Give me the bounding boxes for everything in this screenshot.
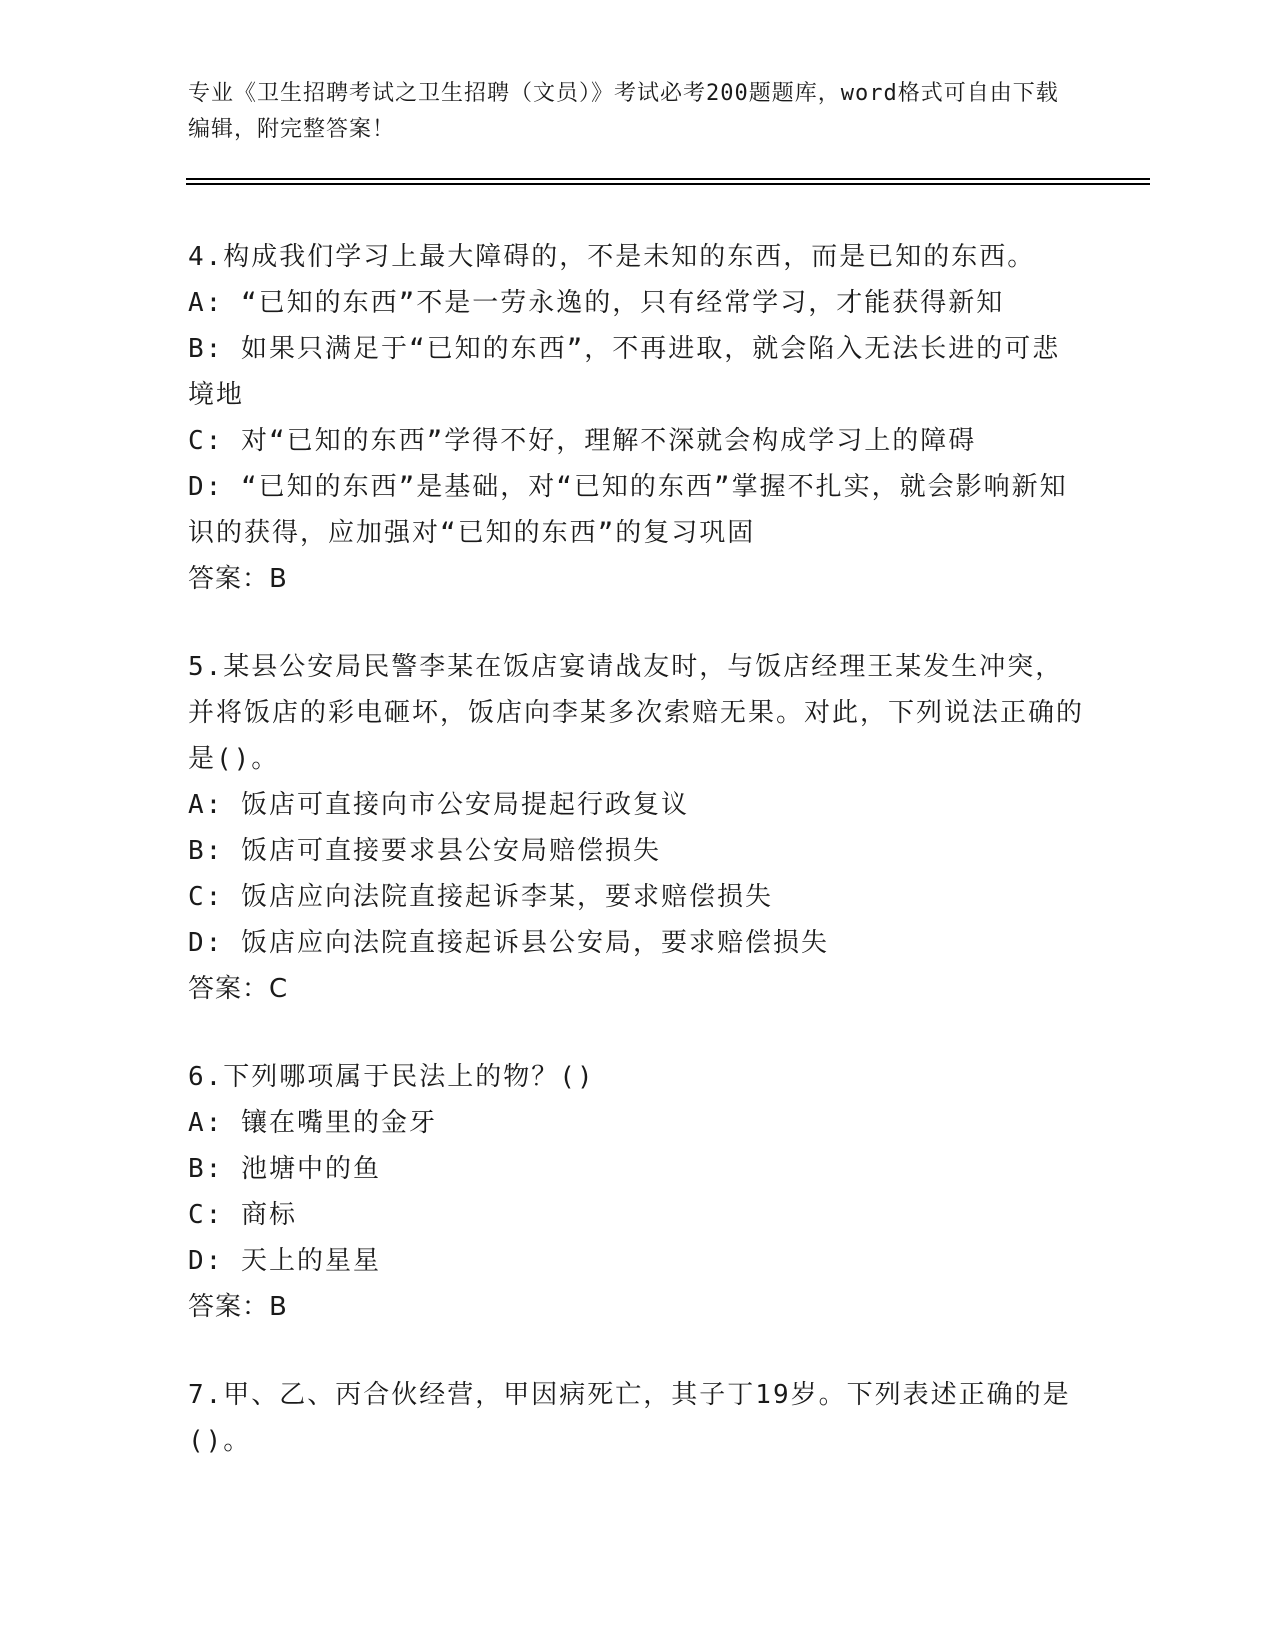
document-header [188, 76, 1078, 148]
option-d: D: 饭店应向法院直接起诉县公安局，要求赔偿损失 [188, 928, 829, 958]
question-5 [188, 644, 1088, 1012]
answer-line: 答案：B [188, 564, 288, 594]
header-divider-bottom [186, 183, 1150, 185]
option-d: D: 天上的星星 [188, 1246, 381, 1276]
option-a: A: 饭店可直接向市公安局提起行政复议 [188, 790, 689, 820]
option-c: C: 商标 [188, 1200, 297, 1230]
option-c: C: 饭店应向法院直接起诉李某，要求赔偿损失 [188, 882, 773, 912]
option-b: B: 如果只满足于“已知的东西”，不再进取，就会陷入无法长进的可悲境地 [188, 334, 1061, 410]
question-6 [188, 1054, 1088, 1330]
option-c: C: 对“已知的东西”学得不好，理解不深就会构成学习上的障碍 [188, 426, 977, 456]
answer-line: 答案：B [188, 1292, 288, 1322]
question-stem: 7.甲、乙、丙合伙经营，甲因病死亡，其子丁19岁。下列表述正确的是()。 [188, 1380, 1071, 1456]
option-a: A: “已知的东西”不是一劳永逸的，只有经常学习，才能获得新知 [188, 288, 1005, 318]
option-a: A: 镶在嘴里的金牙 [188, 1108, 437, 1138]
question-7 [188, 1372, 1088, 1464]
question-list [188, 234, 1088, 1506]
question-stem: 6.下列哪项属于民法上的物？() [188, 1062, 595, 1092]
header-divider-top [186, 178, 1150, 180]
option-d: D: “已知的东西”是基础，对“已知的东西”掌握不扎实，就会影响新知识的获得，应加强对“已知的东西”的复习巩固 [188, 472, 1068, 548]
question-4 [188, 234, 1088, 602]
answer-line: 答案：C [188, 974, 289, 1004]
option-b: B: 饭店可直接要求县公安局赔偿损失 [188, 836, 661, 866]
option-b: B: 池塘中的鱼 [188, 1154, 381, 1184]
question-stem: 4.构成我们学习上最大障碍的，不是未知的东西，而是已知的东西。 [188, 242, 1036, 272]
header-title: 专业《卫生招聘考试之卫生招聘（文员）》考试必考200题题库，word格式可自由下载编辑，附完整答案！ [188, 81, 1059, 142]
question-stem: 5.某县公安局民警李某在饭店宴请战友时，与饭店经理王某发生冲突，并将饭店的彩电砸坏，饭店向李某多次索赔无果。对此，下列说法正确的是()。 [188, 652, 1085, 774]
